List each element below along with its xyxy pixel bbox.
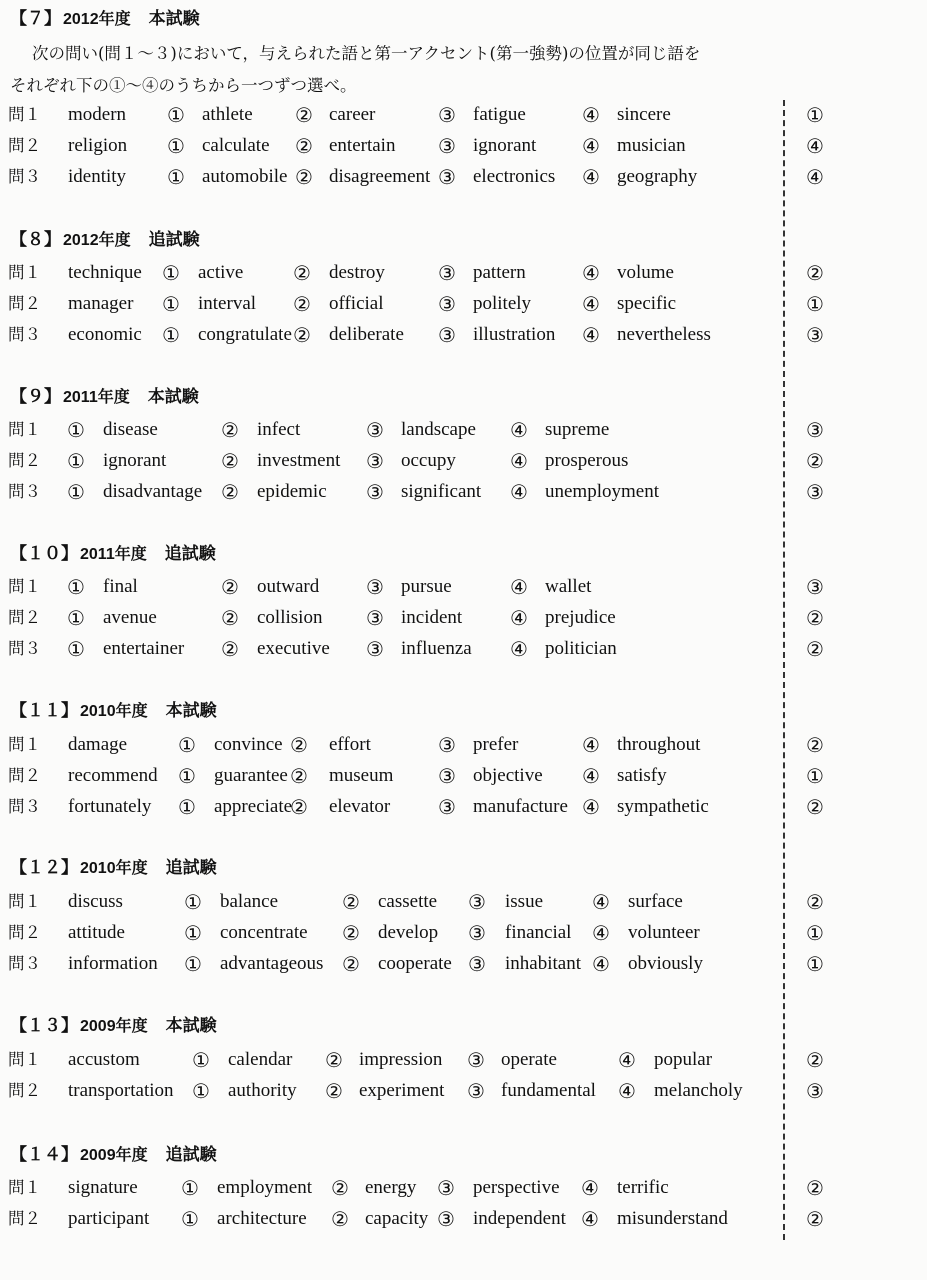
option-number-mark: ② [221,637,239,661]
option-number-mark: ② [221,418,239,442]
option-number-mark: ② [293,323,311,347]
option-word: effort [329,734,371,755]
option-number-mark: ③ [468,890,486,914]
option-word: collision [257,607,323,628]
answer-mark: ② [806,890,824,914]
section-exam-type: 本試験 [147,387,199,407]
option-word: terrific [617,1177,669,1198]
option-number-mark: ② [221,606,239,630]
option-number-mark: ① [67,637,85,661]
option-word: popular [654,1049,713,1070]
section-heading [10,6,200,32]
option-word: experiment [359,1080,445,1101]
option-word: inhabitant [505,953,581,974]
option-number-mark: ③ [366,480,384,504]
answer-mark: ④ [806,134,824,158]
option-word: prefer [473,734,519,755]
option-number-mark: ④ [582,103,600,127]
option-number-mark: ④ [582,733,600,757]
option-number-mark: ① [67,480,85,504]
instructions-line-1: 次の問い(問１～３)において，与えられた語と第一アクセント(第一強勢)の位置が同じ語を [32,44,701,63]
option-word: objective [473,765,543,786]
option-word: epidemic [257,481,327,502]
option-number-mark: ① [67,449,85,473]
option-word: illustration [473,324,556,345]
option-number-mark: ③ [438,261,456,285]
answer-mark: ④ [806,165,824,189]
answer-mark: ② [806,637,824,661]
option-number-mark: ④ [510,575,528,599]
option-number-mark: ② [331,1176,349,1200]
section-year: 2012年度 [63,11,131,28]
question-row [0,1045,927,1075]
option-number-mark: ② [293,292,311,316]
section-exam-type: 本試験 [148,9,200,29]
option-number-mark: ④ [582,134,600,158]
option-number-mark: ③ [438,165,456,189]
section-year: 2009年度 [80,1018,148,1035]
option-word: issue [505,891,543,912]
given-word: recommend [68,765,158,786]
option-word: electronics [473,166,556,187]
section-heading [10,698,217,724]
question-row [0,603,927,633]
section-heading [10,1142,217,1168]
question-label: 問２ [8,294,41,313]
answer-mark: ① [806,921,824,945]
option-word: perspective [473,1177,560,1198]
answer-mark: ② [806,1176,824,1200]
option-word: supreme [545,419,610,440]
option-number-mark: ② [290,795,308,819]
option-number-mark: ① [181,1176,199,1200]
question-row [0,258,927,288]
question-label: 問１ [8,420,41,439]
option-word: impression [359,1049,443,1070]
option-word: athlete [202,104,253,125]
option-number-mark: ④ [618,1048,636,1072]
section-year: 2010年度 [80,703,148,720]
question-row [0,792,927,822]
question-label: 問１ [8,892,41,911]
given-word: transportation [68,1080,174,1101]
option-word: ignorant [103,450,167,471]
answer-mark: ② [806,261,824,285]
question-label: 問２ [8,608,41,627]
section-number: 【１２】 [10,858,78,878]
option-number-mark: ② [342,921,360,945]
question-label: 問３ [8,639,41,658]
question-label: 問２ [8,136,41,155]
option-number-mark: ④ [592,952,610,976]
option-word: influenza [401,638,472,659]
option-word: melancholy [654,1080,743,1101]
question-row [0,1076,927,1106]
option-number-mark: ④ [582,764,600,788]
option-number-mark: ② [221,575,239,599]
option-number-mark: ④ [510,449,528,473]
option-number-mark: ④ [618,1079,636,1103]
section-year: 2010年度 [80,860,148,877]
section-number: 【７】 [10,9,61,29]
option-number-mark: ④ [582,261,600,285]
option-number-mark: ② [290,733,308,757]
question-row [0,887,927,917]
given-word: technique [68,262,142,283]
question-row [0,1173,927,1203]
option-word: surface [628,891,683,912]
option-word: occupy [401,450,456,471]
option-number-mark: ③ [366,637,384,661]
answer-mark: ① [806,292,824,316]
option-word: disagreement [329,166,431,187]
section-year: 2011年度 [80,546,147,563]
question-row [0,730,927,760]
option-number-mark: ③ [438,103,456,127]
section-number: 【１０】 [10,544,78,564]
question-label: 問３ [8,167,41,186]
option-word: pursue [401,576,452,597]
option-word: geography [617,166,698,187]
option-number-mark: ② [290,764,308,788]
given-word: information [68,953,158,974]
question-label: 問１ [8,735,41,754]
option-word: convince [214,734,283,755]
option-word: specific [617,293,677,314]
question-row [0,634,927,664]
answer-mark: ① [806,764,824,788]
option-number-mark: ② [221,449,239,473]
option-word: energy [365,1177,417,1198]
option-number-mark: ③ [437,1207,455,1231]
question-row [0,289,927,319]
option-number-mark: ④ [510,418,528,442]
section-heading [10,1013,217,1039]
option-word: capacity [365,1208,429,1229]
option-word: active [198,262,244,283]
option-number-mark: ① [67,575,85,599]
option-word: sincere [617,104,671,125]
option-word: career [329,104,376,125]
option-number-mark: ② [342,952,360,976]
option-number-mark: ② [331,1207,349,1231]
option-number-mark: ② [293,261,311,285]
option-word: musician [617,135,686,156]
option-number-mark: ④ [510,480,528,504]
answer-mark: ② [806,1207,824,1231]
option-word: fatigue [473,104,526,125]
option-number-mark: ③ [467,1079,485,1103]
option-word: volume [617,262,674,283]
option-number-mark: ① [167,165,185,189]
option-number-mark: ① [178,795,196,819]
option-word: satisfy [617,765,667,786]
option-word: deliberate [329,324,404,345]
option-word: misunderstand [617,1208,728,1229]
option-word: final [103,576,138,597]
option-number-mark: ③ [366,418,384,442]
option-number-mark: ③ [366,606,384,630]
option-number-mark: ④ [581,1207,599,1231]
option-word: manufacture [473,796,568,817]
answer-mark: ③ [806,480,824,504]
option-word: unemployment [545,481,659,502]
section-exam-type: 本試験 [165,1016,217,1036]
option-number-mark: ① [162,261,180,285]
answer-mark: ① [806,952,824,976]
option-word: entertain [329,135,396,156]
option-word: cassette [378,891,438,912]
option-word: wallet [545,576,592,597]
question-label: 問１ [8,1178,41,1197]
option-number-mark: ② [325,1048,343,1072]
question-label: 問２ [8,766,41,785]
option-number-mark: ③ [467,1048,485,1072]
answer-mark: ③ [806,575,824,599]
option-number-mark: ③ [366,449,384,473]
answer-mark: ③ [806,418,824,442]
answer-mark: ② [806,795,824,819]
given-word: fortunately [68,796,152,817]
answer-mark: ② [806,606,824,630]
answer-mark: ② [806,733,824,757]
option-word: calendar [228,1049,293,1070]
option-number-mark: ① [162,292,180,316]
option-word: fundamental [501,1080,596,1101]
question-label: 問２ [8,1081,41,1100]
given-word: modern [68,104,127,125]
given-word: manager [68,293,134,314]
option-number-mark: ① [178,764,196,788]
option-word: sympathetic [617,796,709,817]
option-word: cooperate [378,953,452,974]
option-word: employment [217,1177,312,1198]
question-row [0,949,927,979]
option-word: politician [545,638,617,659]
option-number-mark: ④ [510,606,528,630]
section-heading [10,855,217,881]
option-word: infect [257,419,301,440]
option-number-mark: ③ [438,764,456,788]
option-word: guarantee [214,765,288,786]
given-word: discuss [68,891,123,912]
section-year: 2012年度 [63,232,131,249]
given-word: identity [68,166,127,187]
question-row [0,918,927,948]
option-word: ignorant [473,135,537,156]
question-label: 問２ [8,923,41,942]
question-row [0,415,927,445]
option-number-mark: ① [67,418,85,442]
option-number-mark: ③ [366,575,384,599]
question-row [0,100,927,130]
option-word: throughout [617,734,701,755]
section-number: 【８】 [10,230,61,250]
option-number-mark: ② [221,480,239,504]
option-word: disease [103,419,158,440]
given-word: participant [68,1208,150,1229]
option-number-mark: ① [162,323,180,347]
section-exam-type: 追試験 [148,230,200,250]
question-label: 問３ [8,797,41,816]
option-number-mark: ① [184,921,202,945]
given-word: accustom [68,1049,140,1070]
option-word: concentrate [220,922,308,943]
question-label: 問３ [8,482,41,501]
question-label: 問１ [8,105,41,124]
question-row [0,572,927,602]
option-number-mark: ③ [468,921,486,945]
option-number-mark: ② [342,890,360,914]
option-word: nevertheless [617,324,711,345]
section-exam-type: 追試験 [165,858,217,878]
question-row [0,320,927,350]
option-number-mark: ④ [582,165,600,189]
option-number-mark: ③ [438,733,456,757]
option-word: independent [473,1208,566,1229]
option-word: interval [198,293,257,314]
question-row [0,131,927,161]
option-word: congratulate [198,324,292,345]
section-exam-type: 本試験 [165,701,217,721]
option-number-mark: ④ [581,1176,599,1200]
option-number-mark: ① [192,1079,210,1103]
option-number-mark: ② [295,165,313,189]
option-number-mark: ④ [582,795,600,819]
answer-mark: ① [806,103,824,127]
given-word: damage [68,734,128,755]
question-row [0,446,927,476]
option-word: museum [329,765,394,786]
option-word: incident [401,607,463,628]
option-number-mark: ③ [437,1176,455,1200]
option-number-mark: ④ [592,921,610,945]
option-number-mark: ② [325,1079,343,1103]
section-year: 2011年度 [63,389,130,406]
question-label: 問１ [8,1050,41,1069]
option-word: disadvantage [103,481,203,502]
question-label: 問３ [8,954,41,973]
option-word: advantageous [220,953,324,974]
option-number-mark: ④ [582,292,600,316]
given-word: economic [68,324,142,345]
option-word: appreciate [214,796,293,817]
option-word: elevator [329,796,391,817]
option-number-mark: ③ [468,952,486,976]
option-number-mark: ① [178,733,196,757]
question-row [0,162,927,192]
given-word: religion [68,135,128,156]
option-word: investment [257,450,341,471]
option-number-mark: ③ [438,134,456,158]
option-number-mark: ③ [438,292,456,316]
option-word: pattern [473,262,526,283]
question-label: 問２ [8,451,41,470]
option-word: avenue [103,607,157,628]
section-number: 【９】 [10,387,61,407]
option-number-mark: ② [295,103,313,127]
option-word: develop [378,922,439,943]
section-exam-type: 追試験 [164,544,216,564]
option-word: official [329,293,384,314]
option-number-mark: ② [295,134,313,158]
option-word: volunteer [628,922,700,943]
option-word: obviously [628,953,703,974]
question-row [0,761,927,791]
option-word: authority [228,1080,297,1101]
option-word: operate [501,1049,557,1070]
option-word: automobile [202,166,288,187]
option-number-mark: ③ [438,795,456,819]
option-number-mark: ④ [582,323,600,347]
section-heading [10,227,200,253]
answer-mark: ② [806,1048,824,1072]
question-row [0,1204,927,1234]
option-word: prejudice [545,607,616,628]
option-number-mark: ① [167,103,185,127]
section-year: 2009年度 [80,1147,148,1164]
option-word: significant [401,481,482,502]
option-word: destroy [329,262,385,283]
question-label: 問１ [8,263,41,282]
given-word: attitude [68,922,125,943]
option-number-mark: ① [167,134,185,158]
section-number: 【１４】 [10,1145,78,1165]
option-word: outward [257,576,320,597]
option-word: entertainer [103,638,185,659]
option-number-mark: ④ [592,890,610,914]
question-label: 問１ [8,577,41,596]
option-number-mark: ① [192,1048,210,1072]
option-number-mark: ④ [510,637,528,661]
instructions-line-2: それぞれ下の①～④のうちから一つずつ選べ。 [10,76,357,95]
option-number-mark: ① [181,1207,199,1231]
section-exam-type: 追試験 [165,1145,217,1165]
section-heading [10,541,216,567]
question-row [0,477,927,507]
option-word: financial [505,922,572,943]
answer-mark: ② [806,449,824,473]
question-label: 問２ [8,1209,41,1228]
option-word: architecture [217,1208,307,1229]
option-word: balance [220,891,279,912]
section-number: 【１３】 [10,1016,78,1036]
option-word: executive [257,638,330,659]
option-word: landscape [401,419,476,440]
answer-mark: ③ [806,1079,824,1103]
option-word: politely [473,293,532,314]
option-number-mark: ① [184,890,202,914]
instructions [10,38,810,102]
answer-mark: ③ [806,323,824,347]
option-number-mark: ① [67,606,85,630]
section-heading [10,384,199,410]
section-number: 【１１】 [10,701,78,721]
given-word: signature [68,1177,138,1198]
question-label: 問３ [8,325,41,344]
option-number-mark: ① [184,952,202,976]
option-word: prosperous [545,450,629,471]
option-number-mark: ③ [438,323,456,347]
option-word: calculate [202,135,270,156]
